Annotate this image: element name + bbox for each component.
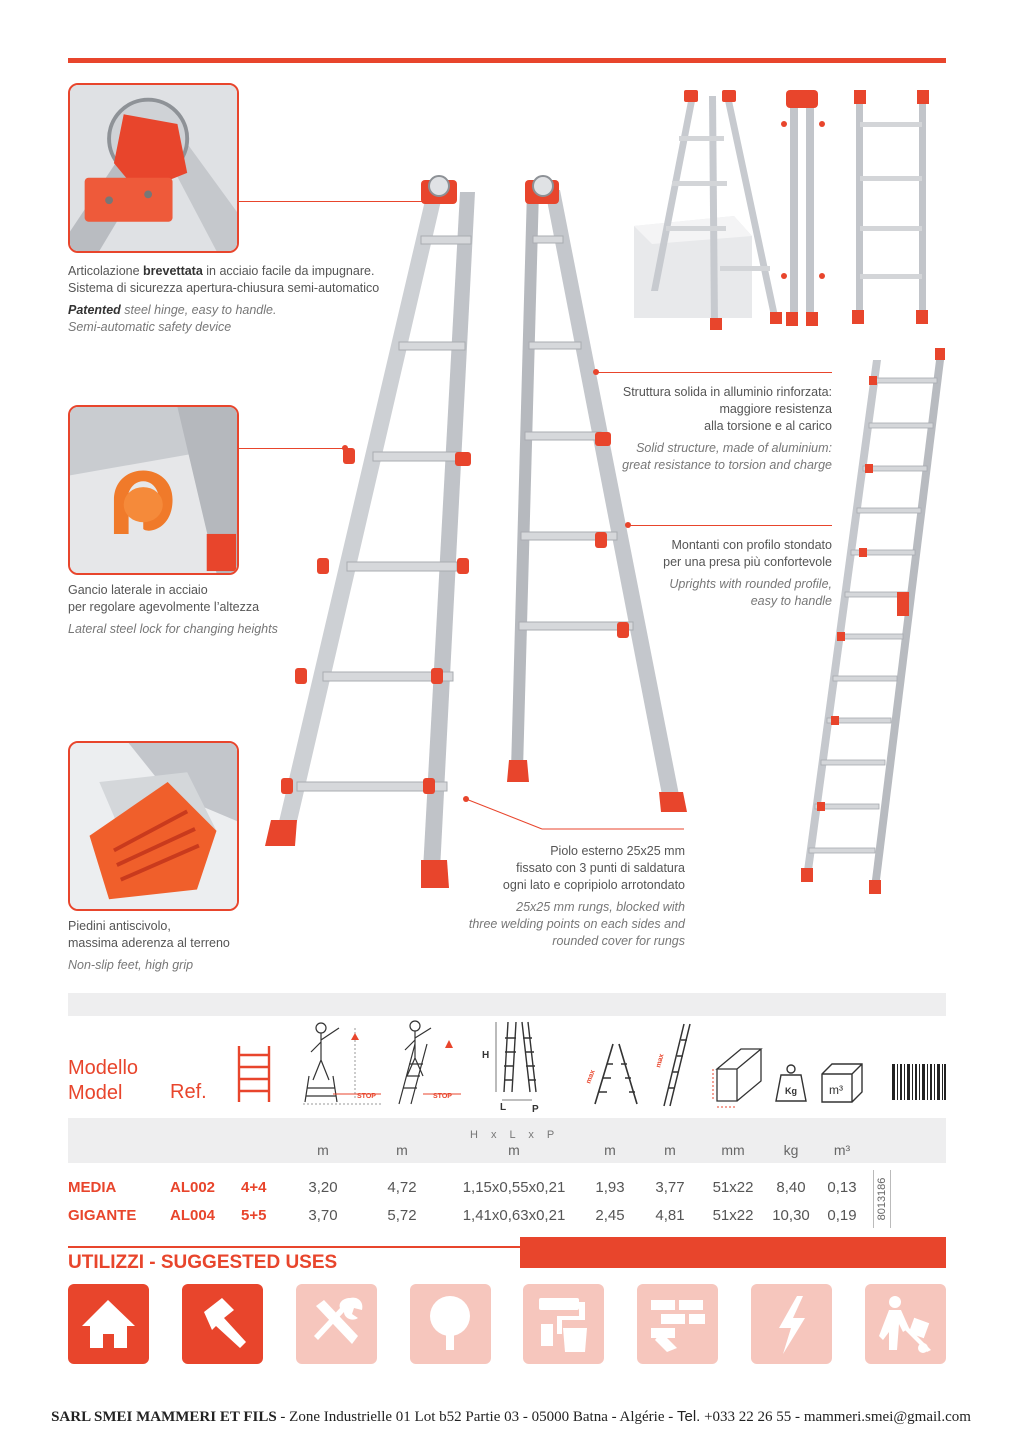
row-length-extended: 4,81 bbox=[655, 1207, 685, 1224]
row-weight: 8,40 bbox=[776, 1179, 806, 1196]
uprights-leader-dot bbox=[625, 522, 631, 528]
unit-length-extended: m bbox=[664, 1142, 676, 1158]
row-profile: 51x22 bbox=[712, 1207, 754, 1224]
footer-address: - Zone Industrielle 01 Lot b52 Partie 03 - 05000 Batna - Algérie - bbox=[276, 1409, 677, 1425]
l-dimension-label: L bbox=[500, 1102, 507, 1113]
unit-work-height: m bbox=[317, 1142, 329, 1158]
a-frame-length-icon bbox=[585, 1040, 641, 1108]
ean-prefix: 8013186 bbox=[873, 1170, 891, 1228]
unit-max-height: m bbox=[396, 1142, 408, 1158]
lock-caption: Gancio laterale in acciaio per regolare agevolmente l’altezza Lateral steel lock for changing heights bbox=[68, 583, 278, 636]
structure-leader-dot bbox=[593, 369, 599, 375]
lightning-icon bbox=[751, 1284, 832, 1364]
row-ref: AL002 bbox=[170, 1179, 216, 1196]
p-dimension-label: P bbox=[532, 1104, 539, 1115]
stop-label-1: STOP bbox=[357, 1093, 376, 1100]
row-work-height: 3,70 bbox=[308, 1207, 338, 1224]
use-tile-house bbox=[68, 1284, 149, 1364]
row-dimensions: 1,41x0,63x0,21 bbox=[462, 1207, 566, 1224]
rungs-leader-line bbox=[462, 795, 686, 835]
row-ref: AL004 bbox=[170, 1207, 216, 1224]
row-volume: 0,19 bbox=[827, 1207, 857, 1224]
unit-weight: kg bbox=[783, 1142, 799, 1158]
house-icon bbox=[68, 1284, 149, 1364]
uprights-caption: Montanti con profilo stondato per una presa più confortevole Uprights with rounded profile, easy to handle bbox=[663, 538, 832, 608]
lock-detail-photo bbox=[68, 405, 239, 575]
structure-caption: Struttura solida in alluminio rinforzata: maggiore resistenza alla torsione e al carico Solid structure, made of aluminium: great resistance to torsion and charge bbox=[622, 385, 832, 472]
uses-title: UTILIZZI - SUGGESTED USES bbox=[68, 1252, 338, 1273]
row-length-extended: 3,77 bbox=[655, 1179, 685, 1196]
use-tile-bricks bbox=[637, 1284, 718, 1364]
rungs-caption: Piolo esterno 25x25 mm fissato con 3 punti di saldatura ogni lato e copripiolo arrotondato 25x25 mm rungs, blocked with three welding points on each sides and rounded cover for rungs bbox=[468, 844, 685, 948]
row-steps: 5+5 bbox=[241, 1207, 267, 1224]
barcode-icon bbox=[892, 1064, 946, 1100]
use-tile-lightning bbox=[751, 1284, 832, 1364]
row-length-closed: 1,93 bbox=[595, 1179, 625, 1196]
footer-company: SARL SMEI MAMMERI ET FILS bbox=[51, 1409, 277, 1425]
tools-icon bbox=[296, 1284, 377, 1364]
uses-divider bbox=[68, 1246, 520, 1248]
max-label-2: max bbox=[655, 1053, 666, 1069]
unit-volume: m³ bbox=[833, 1142, 851, 1158]
unit-length-closed: m bbox=[604, 1142, 616, 1158]
m3-label: m³ bbox=[829, 1083, 843, 1097]
row-model-name: MEDIA bbox=[68, 1179, 117, 1196]
hxlxp-label: H x L x P bbox=[470, 1129, 560, 1141]
use-tile-tree bbox=[410, 1284, 491, 1364]
unit-profile: mm bbox=[721, 1142, 745, 1158]
max-label-1: max bbox=[585, 1069, 597, 1085]
use-tile-hand-truck bbox=[865, 1284, 946, 1364]
steps-icon bbox=[236, 1045, 272, 1103]
hand-truck-icon bbox=[865, 1284, 946, 1364]
table-row bbox=[0, 1179, 1022, 1203]
max-work-height-icon bbox=[393, 1018, 463, 1110]
uses-accent-bar bbox=[520, 1237, 946, 1268]
row-volume: 0,13 bbox=[827, 1179, 857, 1196]
extended-length-icon bbox=[650, 1022, 694, 1108]
volume-icon bbox=[820, 1062, 864, 1104]
footer-tel: +033 22 26 55 - bbox=[700, 1409, 804, 1425]
row-max-height: 5,72 bbox=[387, 1207, 417, 1224]
model-header: Modello Model bbox=[68, 1057, 139, 1104]
weight-icon bbox=[775, 1063, 807, 1103]
closed-dimensions-icon bbox=[478, 1018, 548, 1116]
top-rule bbox=[68, 58, 946, 63]
use-tile-hammer bbox=[182, 1284, 263, 1364]
row-steps: 4+4 bbox=[241, 1179, 267, 1196]
hammer-icon bbox=[182, 1284, 263, 1364]
ref-header: Ref. bbox=[170, 1081, 207, 1103]
footer-contact bbox=[0, 1408, 1022, 1426]
row-weight: 10,30 bbox=[772, 1207, 810, 1224]
tree-icon bbox=[410, 1284, 491, 1364]
row-profile: 51x22 bbox=[712, 1179, 754, 1196]
row-max-height: 4,72 bbox=[387, 1179, 417, 1196]
extended-ladder-illustration bbox=[795, 348, 950, 898]
main-ladder-illustration bbox=[255, 170, 695, 890]
table-top-band bbox=[68, 993, 946, 1016]
use-tile-paint bbox=[523, 1284, 604, 1364]
table-row bbox=[0, 1207, 1022, 1231]
h-dimension-label: H bbox=[482, 1050, 490, 1061]
configurations-illustration bbox=[634, 86, 946, 332]
row-dimensions: 1,15x0,55x0,21 bbox=[462, 1179, 566, 1196]
use-tile-tools bbox=[296, 1284, 377, 1364]
profile-section-icon bbox=[707, 1045, 763, 1115]
feet-caption: Piedini antiscivolo, massima aderenza al terreno Non-slip feet, high grip bbox=[68, 919, 230, 972]
row-work-height: 3,20 bbox=[308, 1179, 338, 1196]
paint-icon bbox=[523, 1284, 604, 1364]
hinge-caption: Articolazione brevettata in acciaio facile da impugnare. Sistema di sicurezza apertura-chiusura semi-automatico Patented steel hinge, easy to handle. Semi-automatic safety device bbox=[68, 264, 380, 334]
unit-dimensions: m bbox=[508, 1142, 520, 1158]
row-model-name: GIGANTE bbox=[68, 1207, 137, 1224]
feet-detail-photo bbox=[68, 741, 239, 911]
row-length-closed: 2,45 bbox=[595, 1207, 625, 1224]
kg-label: Kg bbox=[785, 1086, 797, 1096]
hinge-detail-photo bbox=[68, 83, 239, 253]
footer-tel-label: Tel. bbox=[677, 1408, 701, 1425]
stop-label-2: STOP bbox=[433, 1093, 452, 1100]
footer-email[interactable]: mammeri.smei@gmail.com bbox=[803, 1409, 971, 1425]
bricks-icon bbox=[637, 1284, 718, 1364]
work-height-icon bbox=[303, 1018, 383, 1110]
